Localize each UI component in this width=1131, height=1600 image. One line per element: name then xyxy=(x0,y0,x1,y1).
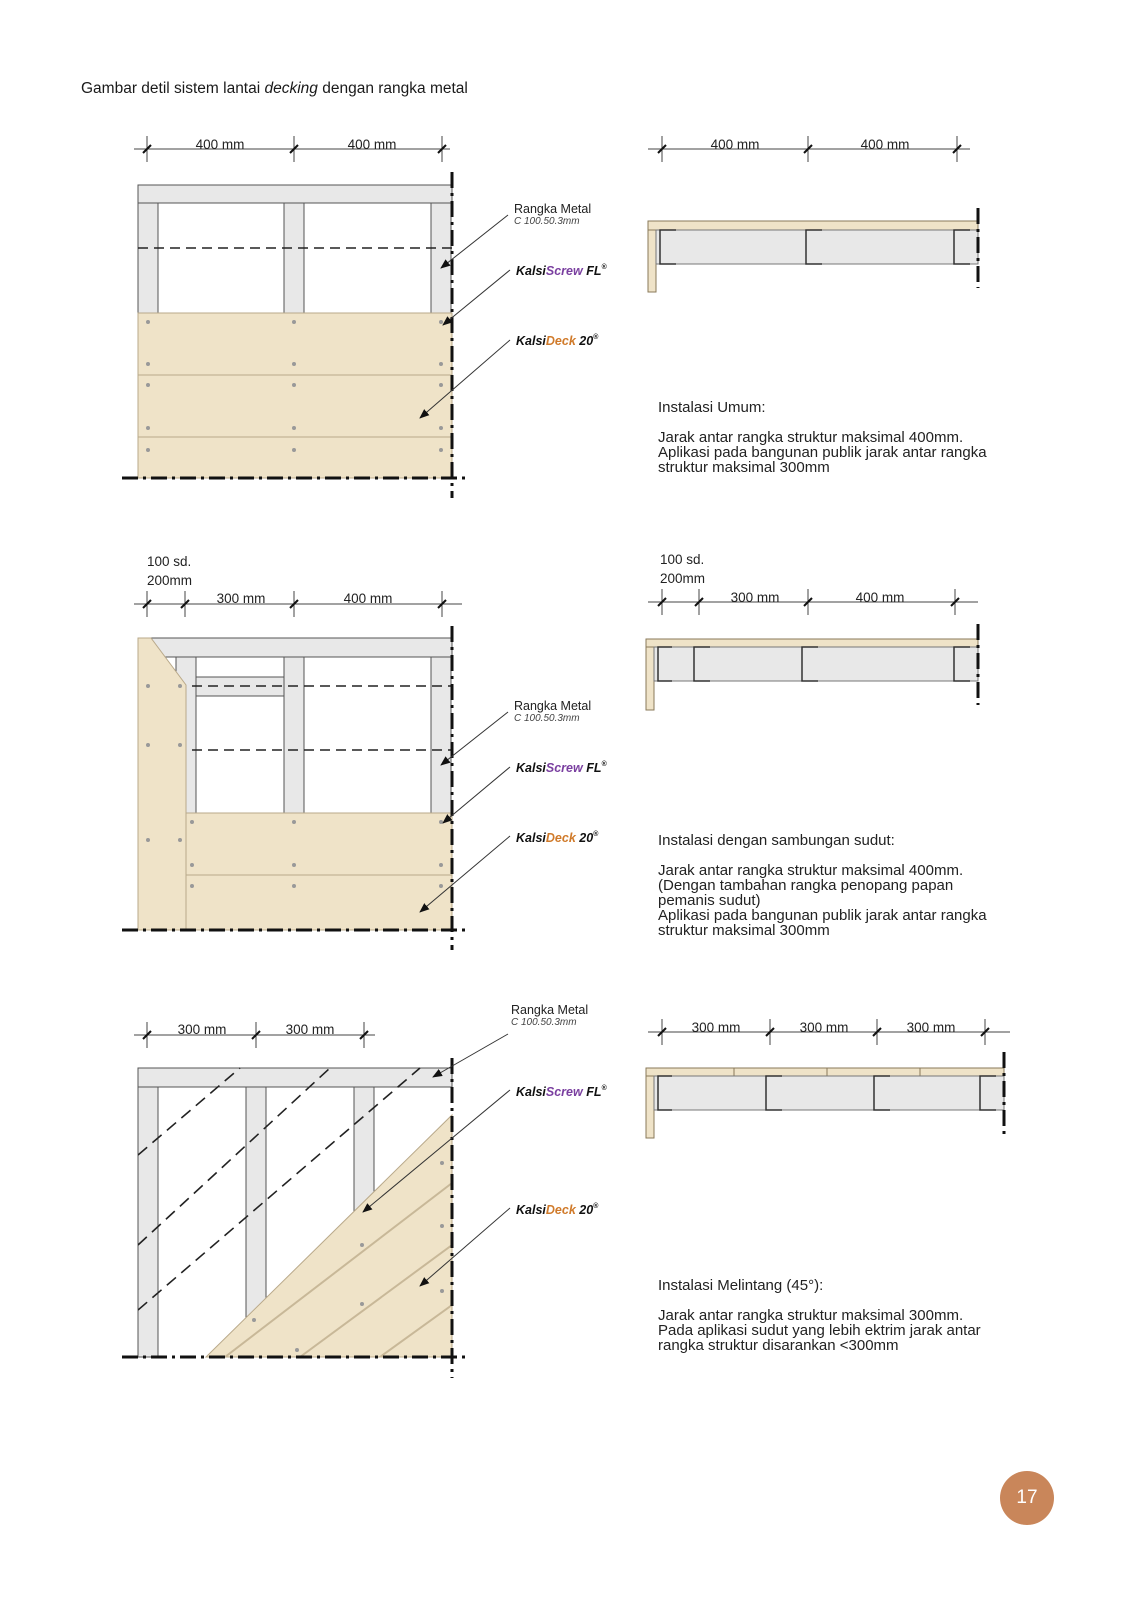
dim-label: 400 mm xyxy=(343,591,393,606)
edge-dim-line1: 100 sd. xyxy=(147,554,192,569)
dim-label: 300 mm xyxy=(285,1022,335,1037)
diagonal-deck xyxy=(206,1115,452,1357)
edge-dim-line2: 200mm xyxy=(147,573,193,588)
frame-label: Rangka Metal xyxy=(514,699,592,713)
dim-label: 400 mm xyxy=(195,137,245,152)
page-number-badge: 17 xyxy=(1000,1471,1054,1525)
plan-view-3 xyxy=(122,1003,607,1378)
plan-view-2 xyxy=(122,554,607,950)
dim-label: 300 mm xyxy=(691,1020,741,1035)
note-instalasi-melintang: Instalasi Melintang (45°): Jarak antar rangka struktur maksimal 300mm. Pada aplikasi sudut yang lebih ektrim jarak antar rangka struktur disarankan <300mm xyxy=(658,1277,981,1354)
frame-label: Rangka Metal xyxy=(511,1003,589,1017)
note-instalasi-umum: Instalasi Umum: Jarak antar rangka struktur maksimal 400mm. Aplikasi pada bangunan publik jarak antar rangka struktur maksimal 300mm xyxy=(658,399,987,476)
top-frame-rail xyxy=(138,185,452,203)
section-view-1 xyxy=(648,136,978,292)
deck-label: KalsiDeck 20® xyxy=(516,334,599,348)
deck-board xyxy=(138,437,452,478)
screw-label: KalsiScrew FL® xyxy=(516,761,607,775)
frame-spec: C 100.50.3mm xyxy=(514,713,580,724)
edge-dim-line1: 100 sd. xyxy=(660,552,705,567)
dim-label: 400 mm xyxy=(860,137,910,152)
screw-label: KalsiScrew FL® xyxy=(516,264,607,278)
deck-label: KalsiDeck 20® xyxy=(516,831,599,845)
page-title: Gambar detil sistem lantai decking dengan rangka metal xyxy=(81,80,468,97)
edge-dim-line2: 200mm xyxy=(660,571,706,586)
frame-spec: C 100.50.3mm xyxy=(514,216,580,227)
section-view-2 xyxy=(646,552,978,710)
dim-label: 400 mm xyxy=(710,137,760,152)
deck-label: KalsiDeck 20® xyxy=(516,1203,599,1217)
dim-label: 300 mm xyxy=(177,1022,227,1037)
frame-section xyxy=(656,230,978,264)
frame-joist xyxy=(138,203,158,313)
dimension-line xyxy=(134,136,450,162)
dim-label: 300 mm xyxy=(799,1020,849,1035)
dim-label: 400 mm xyxy=(347,137,397,152)
screw-label: KalsiScrew FL® xyxy=(516,1085,607,1099)
frame-joist xyxy=(431,203,451,313)
dim-label: 300 mm xyxy=(216,591,266,606)
plan-view-1 xyxy=(122,136,607,498)
dim-label: 400 mm xyxy=(855,590,905,605)
frame-label: Rangka Metal xyxy=(514,202,592,216)
section-view-3 xyxy=(646,1019,1010,1138)
dim-label: 300 mm xyxy=(730,590,780,605)
edge-trim xyxy=(648,230,656,292)
note-instalasi-sudut: Instalasi dengan sambungan sudut: Jarak antar rangka struktur maksimal 400mm. (Dengan tambahan rangka penopang papan pemanis sudut) Aplikasi pada bangunan publik jarak antar rangka struktur maksimal 300mm xyxy=(658,832,987,939)
frame-joist xyxy=(284,203,304,313)
deck-board-section xyxy=(648,221,978,230)
frame-spec: C 100.50.3mm xyxy=(511,1017,577,1028)
corner-board xyxy=(138,638,186,930)
dim-label: 300 mm xyxy=(906,1020,956,1035)
